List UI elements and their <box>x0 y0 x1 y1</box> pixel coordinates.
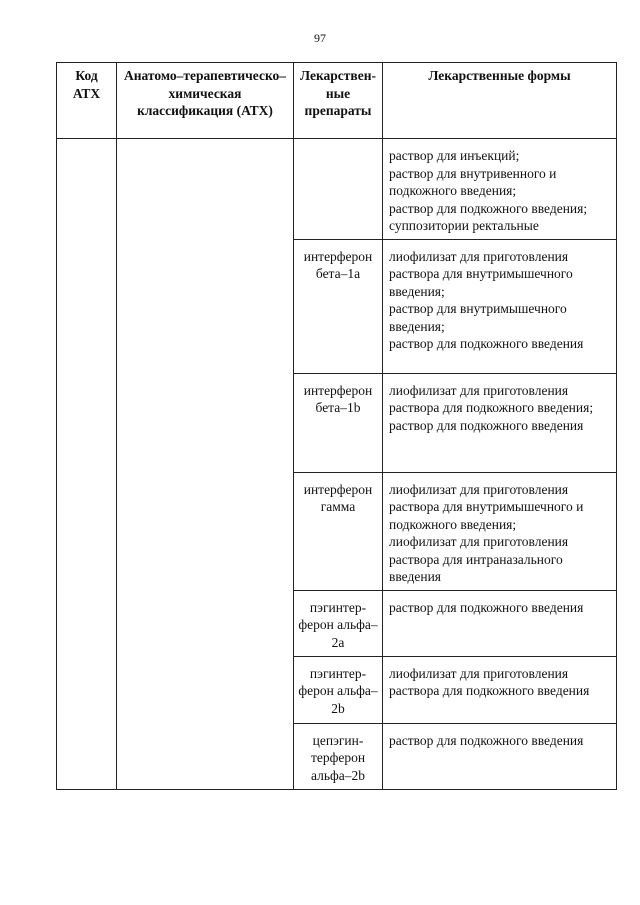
drug-cell: пэгинтер-ферон альфа–2b <box>294 656 383 723</box>
drug-cell: интерферон бета–1а <box>294 239 383 373</box>
drug-cell: интерферон бета–1b <box>294 373 383 472</box>
code-cell <box>57 139 117 790</box>
page-number: 97 <box>314 31 326 45</box>
drug-cell: цепэгин-терферон альфа–2b <box>294 723 383 789</box>
drug-cell <box>294 139 383 240</box>
drug-cell: интерферон гамма <box>294 472 383 590</box>
atc-cell <box>117 139 294 790</box>
header-code: Код АТХ <box>57 63 117 139</box>
forms-cell: лиофилизат для приготовления раствора для внутримышечного и подкожного введения; лиофилизат для приготовления раствора для интраназального введения <box>383 472 617 590</box>
header-atc-classification: Анатомо–терапевтическо–химическая классификация (АТХ) <box>117 63 294 139</box>
forms-cell: лиофилизат для приготовления раствора для подкожного введения <box>383 656 617 723</box>
table-header-row <box>57 63 617 139</box>
header-dosage-forms: Лекарственные формы <box>383 63 617 139</box>
drug-table <box>56 62 617 790</box>
drug-cell: пэгинтер-ферон альфа–2а <box>294 590 383 656</box>
table-row <box>57 139 617 240</box>
forms-cell: раствор для подкожного введения <box>383 723 617 789</box>
forms-cell: раствор для подкожного введения <box>383 590 617 656</box>
forms-cell: лиофилизат для приготовления раствора для внутримышечного введения; раствор для внутримышечного введения; раствор для подкожного введения <box>383 239 617 373</box>
header-drugs: Лекарствен-ные препараты <box>294 63 383 139</box>
forms-cell: раствор для инъекций; раствор для внутривенного и подкожного введения; раствор для подкожного введения; суппозитории ректальные <box>383 139 617 240</box>
forms-cell: лиофилизат для приготовления раствора для подкожного введения; раствор для подкожного введения <box>383 373 617 472</box>
